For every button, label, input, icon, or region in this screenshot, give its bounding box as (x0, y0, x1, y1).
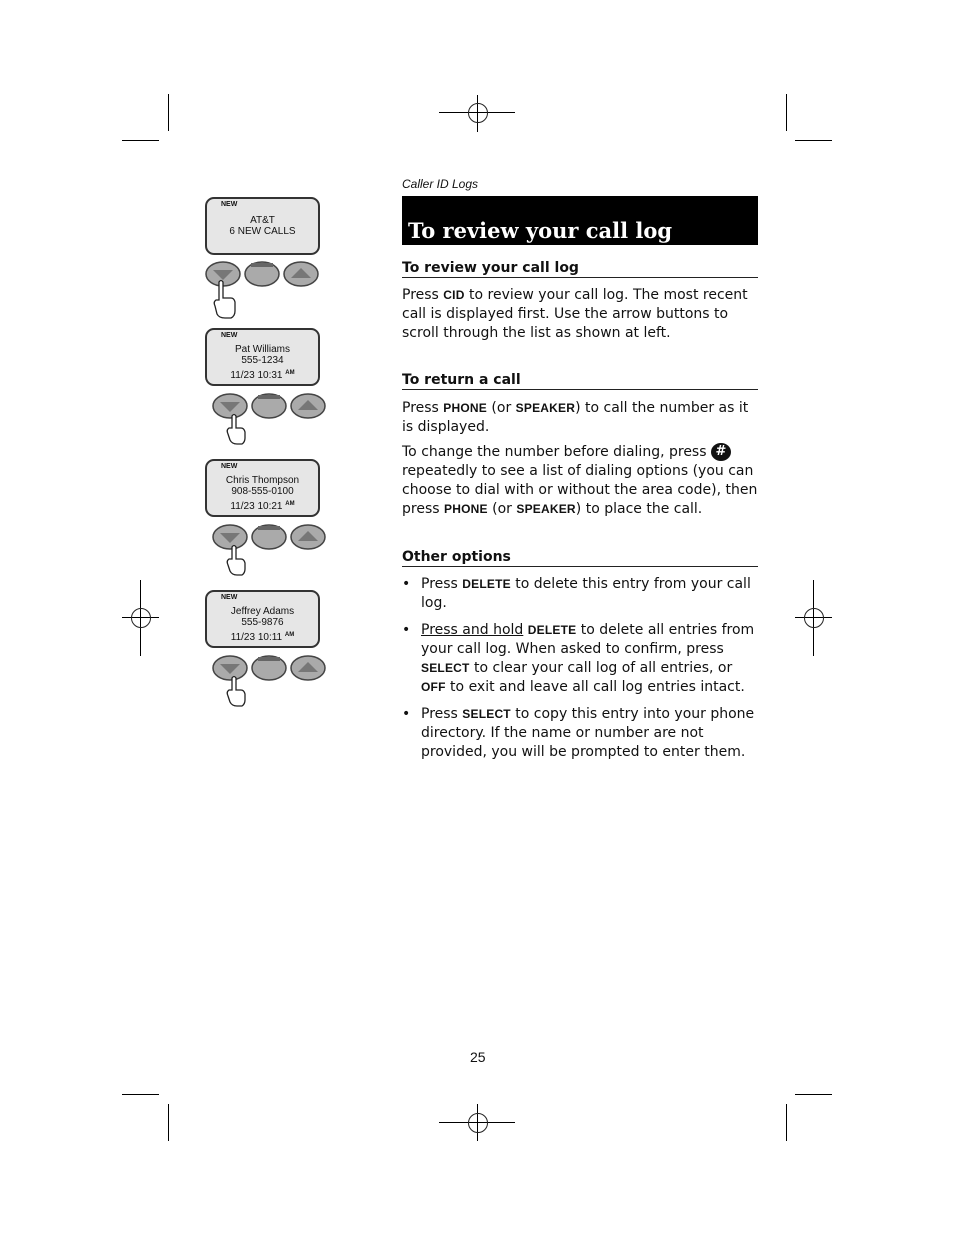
key-speaker: SPEAKER (516, 502, 576, 516)
new-badge: NEW (221, 594, 238, 601)
up-arrow-icon (284, 262, 318, 286)
screen-line: 11/23 10:31 $^{AM}$ (230, 370, 295, 381)
screen-line: Chris Thompson (225, 475, 300, 486)
crop-mark (795, 1094, 832, 1095)
screen-line: Pat Williams (234, 344, 290, 355)
crop-mark (786, 94, 787, 131)
crop-mark (786, 1104, 787, 1141)
section-label: Caller ID Logs (402, 177, 479, 191)
menu-button-icon (252, 656, 286, 680)
paragraph-review: Press CID to review your call log. The most recent call is displayed first. Use the arrow buttons to scroll through the list as shown at left. (402, 287, 748, 341)
up-arrow-icon (291, 656, 325, 680)
pointing-hand-icon (227, 415, 245, 445)
key-delete: DELETE (527, 623, 577, 637)
arrow-buttons-illustration (210, 648, 330, 710)
screen-line: 555-9876 (241, 617, 284, 628)
screen-line: 11/23 10:21 $^{AM}$ (230, 501, 295, 512)
key-off: OFF (421, 680, 446, 694)
crop-mark (168, 94, 169, 131)
key-cid: CID (443, 288, 465, 302)
pointing-hand-icon (227, 677, 245, 707)
paragraph-return-call-2: To change the number before dialing, press # repeatedly to see a list of dialing options (you can choose to dial with or without the area code), then press PHONE (or SPEAKER) to place the call. (402, 444, 758, 517)
lcd-screen (205, 197, 320, 255)
key-delete: DELETE (462, 577, 511, 591)
crop-mark (122, 1094, 159, 1095)
key-select: SELECT (421, 661, 470, 675)
key-select: SELECT (462, 707, 511, 721)
crop-mark (795, 140, 832, 141)
new-badge: NEW (221, 201, 238, 208)
page-title: To review your call log (408, 218, 673, 243)
new-badge: NEW (221, 463, 238, 470)
paragraph-return-call-1: Press PHONE (or SPEAKER) to call the number as it is displayed. (402, 400, 749, 435)
screen-line: AT&T (250, 215, 275, 226)
list-item: • Press DELETE to delete this entry from your call log. (402, 576, 751, 611)
crop-mark (122, 140, 159, 141)
pointing-hand-icon (227, 546, 245, 576)
arrow-buttons-illustration (203, 256, 323, 322)
arrow-buttons-illustration (210, 517, 330, 579)
list-item: • Press SELECT to copy this entry into your phone directory. If the name or number are not provided, you will be prompted to enter them. (402, 706, 755, 760)
crop-mark (168, 1104, 169, 1141)
screen-line: 11/23 10:11 $^{AM}$ (230, 632, 295, 643)
up-arrow-icon (291, 394, 325, 418)
page-number: 25 (470, 1049, 486, 1065)
down-arrow-icon (213, 525, 247, 549)
lcd-screen (205, 328, 320, 386)
up-arrow-icon (291, 525, 325, 549)
new-badge: NEW (221, 332, 238, 339)
options-list (402, 575, 758, 770)
screen-line: Jeffrey Adams (230, 606, 295, 617)
down-arrow-icon (213, 394, 247, 418)
lcd-screen (205, 590, 320, 648)
menu-button-icon (252, 394, 286, 418)
pound-key-icon: # (711, 443, 731, 461)
page-title-bar (402, 196, 758, 245)
down-arrow-icon (213, 656, 247, 680)
key-speaker: SPEAKER (515, 401, 576, 415)
lcd-screen (205, 459, 320, 517)
list-item: • Press and hold DELETE to delete all entries from your call log. When asked to confirm, press SELECT to clear your call log of all entries, or OFF to exit and leave all call log entries intact. (402, 622, 755, 695)
key-phone: PHONE (443, 401, 487, 415)
screen-line: 555-1234 (241, 355, 284, 366)
heading-other-options: Other options (402, 549, 758, 567)
menu-button-icon (245, 262, 279, 286)
key-phone: PHONE (444, 502, 488, 516)
screen-line: 6 NEW CALLS (229, 226, 296, 237)
screen-line: 908-555-0100 (231, 486, 294, 497)
heading-return-call: To return a call (402, 372, 758, 390)
arrow-buttons-illustration (210, 386, 330, 448)
heading-review: To review your call log (402, 260, 758, 278)
menu-button-icon (252, 525, 286, 549)
